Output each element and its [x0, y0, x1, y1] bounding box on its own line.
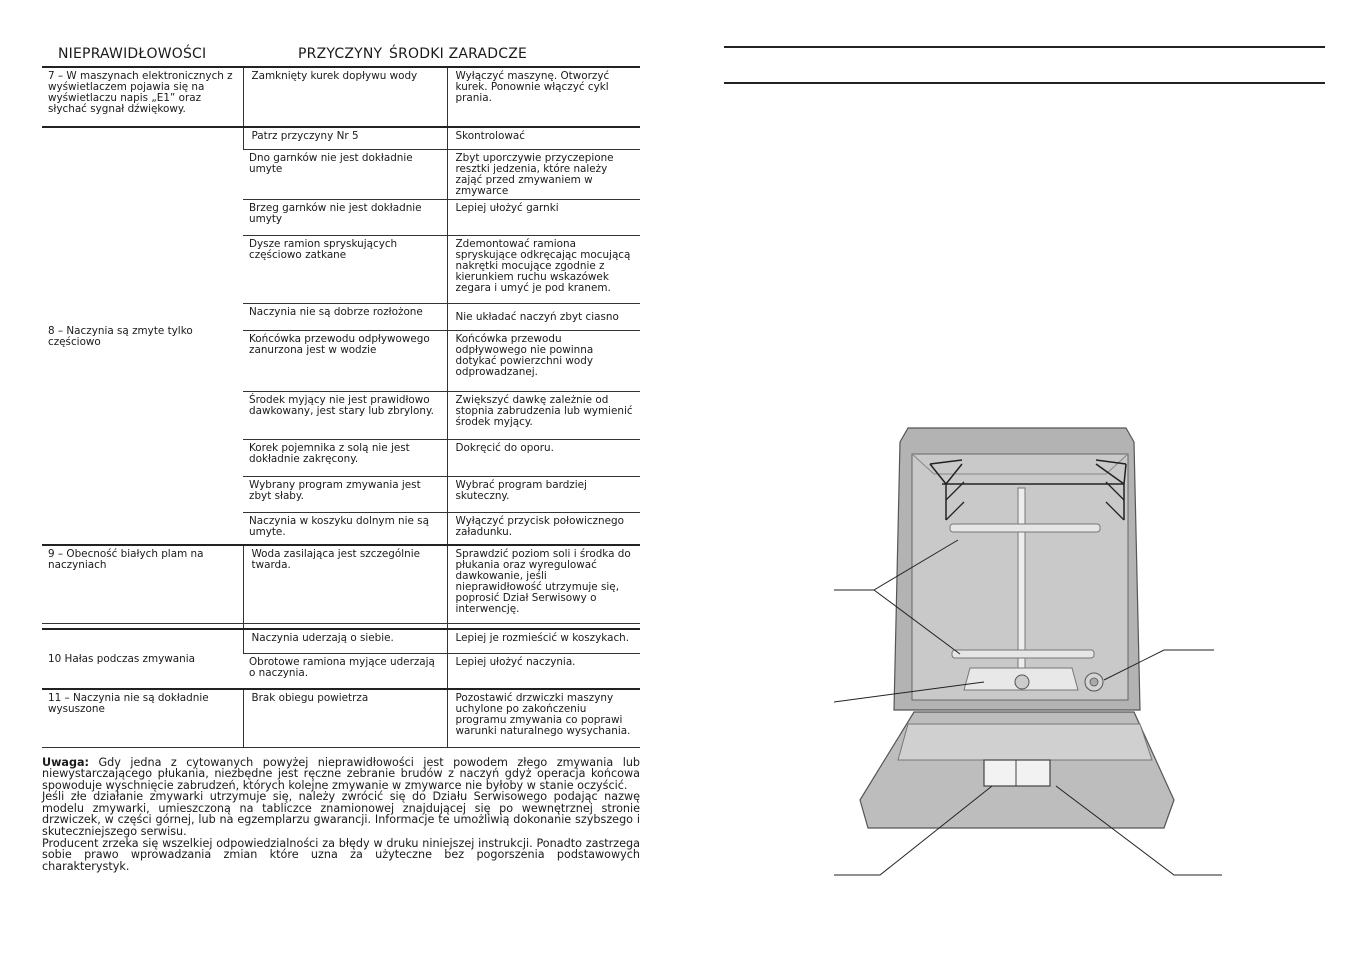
remedy-cell: Pozostawić drzwiczki maszyny uchylone po zakończeniu programu zmywania co poprawi warunki naturalnego wysychania. [447, 689, 640, 747]
header-problems: NIEPRAWIDŁOWOŚCI [58, 46, 207, 62]
remedy-cell: Zwiększyć dawkę zależnie od stopnia zabrudzenia lub wymienić środek myjący. [447, 391, 640, 439]
cause-cell: Brak obiegu powietrza [243, 689, 447, 747]
note-label: Uwaga: [42, 755, 90, 769]
problem-cell: 7 – W maszynach elektronicznych z wyświetlaczem pojawia się na wyświetlaczu napis „E1” oraz słychać sygnał dźwiękowy. [42, 68, 243, 127]
remedy-cell: Końcówka przewodu odpływowego nie powinna dotykać powierzchni wody odprowadzanej. [447, 330, 640, 391]
table-row [42, 127, 640, 149]
troubleshooting-table [42, 68, 640, 748]
cause-cell: Środek myjący nie jest prawidłowo dawkowany, jest stary lub zbrylony. [243, 391, 447, 439]
header-remedies: ŚRODKI ZARADCZE [389, 46, 528, 62]
lower-spray-arm [952, 650, 1094, 658]
remedy-cell: Lepiej je rozmieścić w koszykach. [447, 629, 640, 653]
right-page [724, 0, 1326, 954]
dishwasher-illustration [834, 420, 1234, 880]
note-paragraph-1: Gdy jedna z cytowanych powyżej nieprawidłowości jest powodem złego zmywania lub niewystarczającego płukania, niezbędne jest ręczne zebranie brudów z naczyń gdyż operacja końcowa spowoduje wyschnięcie zabrudzeń, których kolejne zmywanie w zmywarce nie byłoby w stanie oczyścić. [42, 755, 641, 792]
table-row [42, 545, 640, 623]
remedy-cell: Nie układać naczyń zbyt ciasno [447, 303, 640, 330]
cause-cell: Końcówka przewodu odpływowego zanurzona jest w wodzie [243, 330, 447, 391]
filter-center [1015, 675, 1029, 689]
remedy-cell: Wybrać program bardziej skuteczny. [447, 476, 640, 512]
remedy-cell: Lepiej ułożyć garnki [447, 199, 640, 235]
remedy-cell: Zbyt uporczywie przyczepione resztki jedzenia, które należy zająć przed zmywaniem w zmywarce [447, 149, 640, 199]
cause-cell: Dno garnków nie jest dokładnie umyte [243, 149, 447, 199]
problem-cell: 10 Hałas podczas zmywania [42, 629, 243, 689]
header-rule-top [724, 46, 1325, 48]
header-causes: PRZYCZYNY [298, 46, 383, 62]
remedy-cell: Sprawdzić poziom soli i środka do płukania oraz wyregulować dawkowanie, jeśli nieprawidłowość utrzymuje się, poprosić Dział Serwisowy o interwencję. [447, 545, 640, 623]
note-paragraph-2: Jeśli złe działanie zmywarki utrzymuje się, należy zwrócić się do Działu Serwisowego podając nazwę modelu zmywarki, umieszczoną na tabliczce znamionowej znajdującej się po wewnętrznej stronie drzwiczek, w części górnej, lub na egzemplarzu gwarancji. Informacje te umożliwią dokonanie szybszego i skuteczniejszego serwisu. [42, 790, 640, 839]
detergent-dispenser [984, 760, 1050, 786]
remedy-cell: Zdemontować ramiona spryskujące odkręcając mocującą nakrętki mocujące zgodnie z kierunkiem ruchu wskazówek zegara i umyć je pod kranem. [447, 235, 640, 303]
problem-cell: 8 – Naczynia są zmyte tylko częściowo [42, 127, 243, 545]
remedy-cell: Skontrolować [447, 127, 640, 149]
cause-cell: Dysze ramion spryskujących częściowo zatkane [243, 235, 447, 303]
header-rule-bottom [724, 82, 1325, 84]
left-page [42, 40, 640, 872]
remedy-cell: Wyłączyć przycisk połowicznego załadunku. [447, 512, 640, 545]
cause-cell: Naczynia w koszyku dolnym nie są umyte. [243, 512, 447, 545]
table-row [42, 689, 640, 747]
cause-cell: Naczynia uderzają o siebie. [243, 629, 447, 653]
cause-cell: Zamknięty kurek dopływu wody [243, 68, 447, 127]
note-section [42, 757, 640, 873]
cause-cell: Patrz przyczyny Nr 5 [243, 127, 447, 149]
remedy-cell: Lepiej ułożyć naczynia. [447, 653, 640, 689]
remedy-cell: Wyłączyć maszynę. Otworzyć kurek. Ponownie włączyć cykl prania. [447, 68, 640, 127]
problem-cell: 11 – Naczynia nie są dokładnie wysuszone [42, 689, 243, 747]
table-header [42, 40, 640, 68]
note-paragraph-3: Producent zrzeka się wszelkiej odpowiedzialności za błędy w druku niniejszej instrukcji. Ponadto zastrzega sobie prawo wprowadzania zmian które uzna za użyteczne bez pogorszenia podstawowych charakterystyk. [42, 836, 640, 873]
problem-cell: 9 – Obecność białych plam na naczyniach [42, 545, 243, 623]
cause-cell: Woda zasilająca jest szczególnie twarda. [243, 545, 447, 623]
cause-cell: Korek pojemnika z solą nie jest dokładnie zakręcony. [243, 439, 447, 476]
table-row [42, 629, 640, 653]
cause-cell: Wybrany program zmywania jest zbyt słaby. [243, 476, 447, 512]
table-row [42, 68, 640, 127]
cause-cell: Naczynia nie są dobrze rozłożone [243, 303, 447, 330]
upper-spray-arm [950, 524, 1100, 532]
cause-cell: Obrotowe ramiona myjące uderzają o naczynia. [243, 653, 447, 689]
cause-cell: Brzeg garnków nie jest dokładnie umyty [243, 199, 447, 235]
remedy-cell: Dokręcić do oporu. [447, 439, 640, 476]
door-inner-panel [898, 724, 1152, 760]
